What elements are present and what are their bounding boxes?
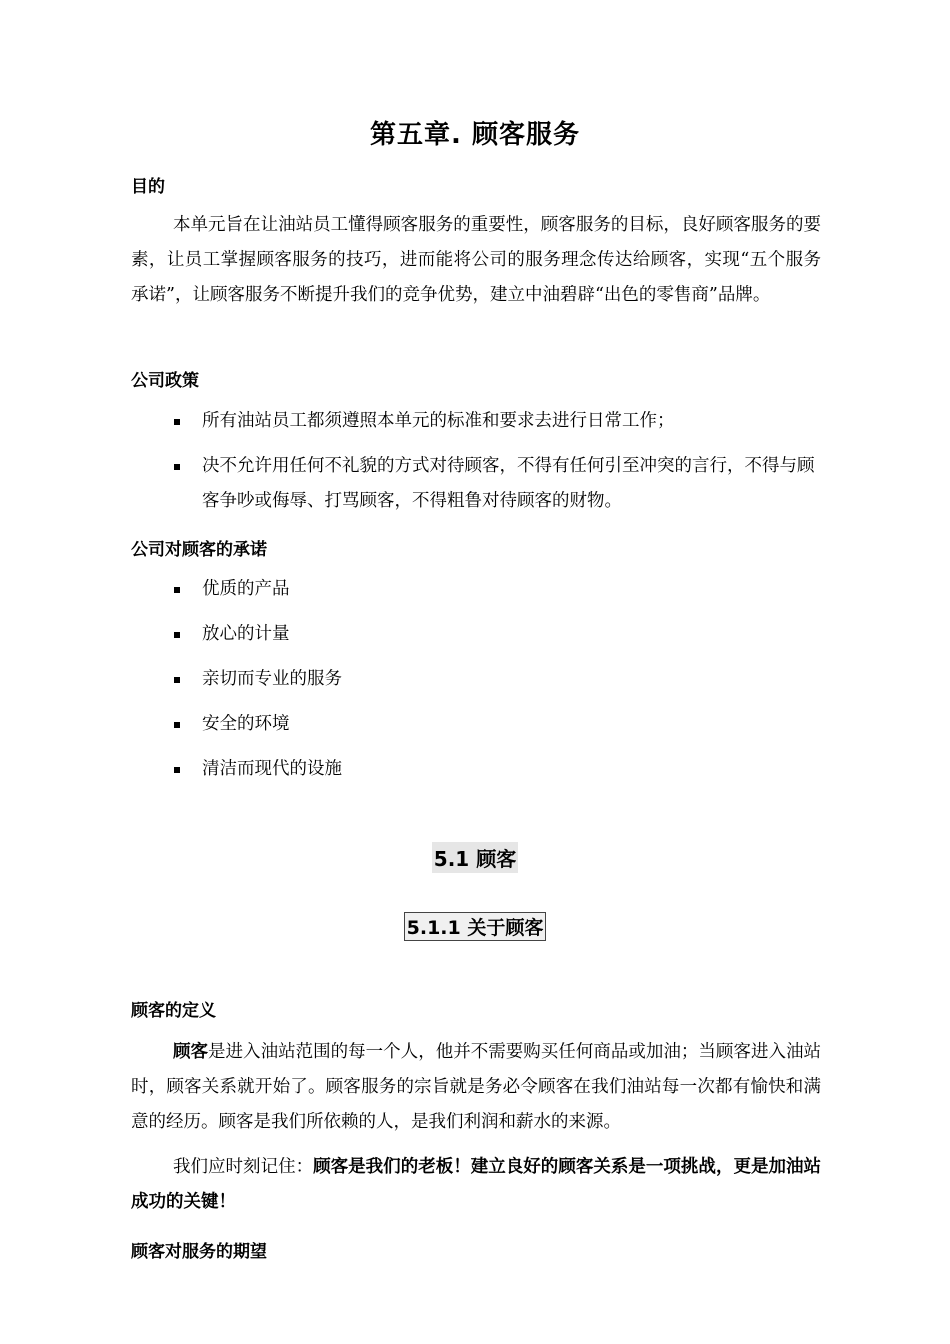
policy-list <box>172 404 822 519</box>
list-item: 优质的产品 <box>172 572 822 607</box>
list-item: 所有油站员工都须遵照本单元的标准和要求去进行日常工作； <box>172 404 822 439</box>
reminder-lead: 我们应时刻记住： <box>173 1157 314 1177</box>
definition-term: 顾客 <box>173 1042 209 1062</box>
commitments-list <box>172 572 822 787</box>
section-heading <box>0 842 950 873</box>
list-item: 放心的计量 <box>172 617 822 652</box>
expectations-heading: 顾客对服务的期望 <box>131 1242 267 1262</box>
commitments-heading: 公司对顾客的承诺 <box>131 540 267 560</box>
section-title: 5.1 顾客 <box>432 842 518 873</box>
definition-text: 是进入油站范围的每一个人，他并不需要购买任何商品或加油；当顾客进入油站时，顾客关系就开始了。顾客服务的宗旨就是务必令顾客在我们油站每一次都有愉快和满意的经历。顾客是我们所依赖的人，是我们利润和薪水的来源。 <box>131 1042 822 1132</box>
purpose-heading: 目的 <box>131 177 165 197</box>
bullet-icon <box>174 587 180 593</box>
policy-heading: 公司政策 <box>131 371 199 391</box>
bullet-icon <box>174 419 180 425</box>
chapter-title: 第五章. 顾客服务 <box>370 120 580 150</box>
list-item: 安全的环境 <box>172 707 822 742</box>
list-item: 决不允许用任何不礼貌的方式对待顾客，不得有任何引至冲突的言行，不得与顾客争吵或侮辱、打骂顾客，不得粗鲁对待顾客的财物。 <box>172 449 822 519</box>
reminder-emphasis: 顾客是我们的老板！建立良好的顾客关系是一项挑战，更是加油站成功的关键！ <box>131 1157 822 1212</box>
bullet-icon <box>174 722 180 728</box>
bullet-icon <box>174 464 180 470</box>
reminder-paragraph <box>131 1150 821 1220</box>
subsection-heading <box>0 912 950 941</box>
bullet-icon <box>174 767 180 773</box>
list-item: 亲切而专业的服务 <box>172 662 822 697</box>
bullet-icon <box>174 677 180 683</box>
definition-heading: 顾客的定义 <box>131 1001 216 1021</box>
purpose-paragraph: 本单元旨在让油站员工懂得顾客服务的重要性，顾客服务的目标，良好顾客服务的要素，让员工掌握顾客服务的技巧，进而能将公司的服务理念传达给顾客，实现“五个服务承诺”，让顾客服务不断提升我们的竞争优势，建立中油碧辟“出色的零售商”品牌。 <box>131 215 821 305</box>
bullet-icon <box>174 632 180 638</box>
subsection-title: 5.1.1 关于顾客 <box>404 912 547 941</box>
list-item: 清洁而现代的设施 <box>172 752 822 787</box>
definition-paragraph <box>131 1035 821 1140</box>
